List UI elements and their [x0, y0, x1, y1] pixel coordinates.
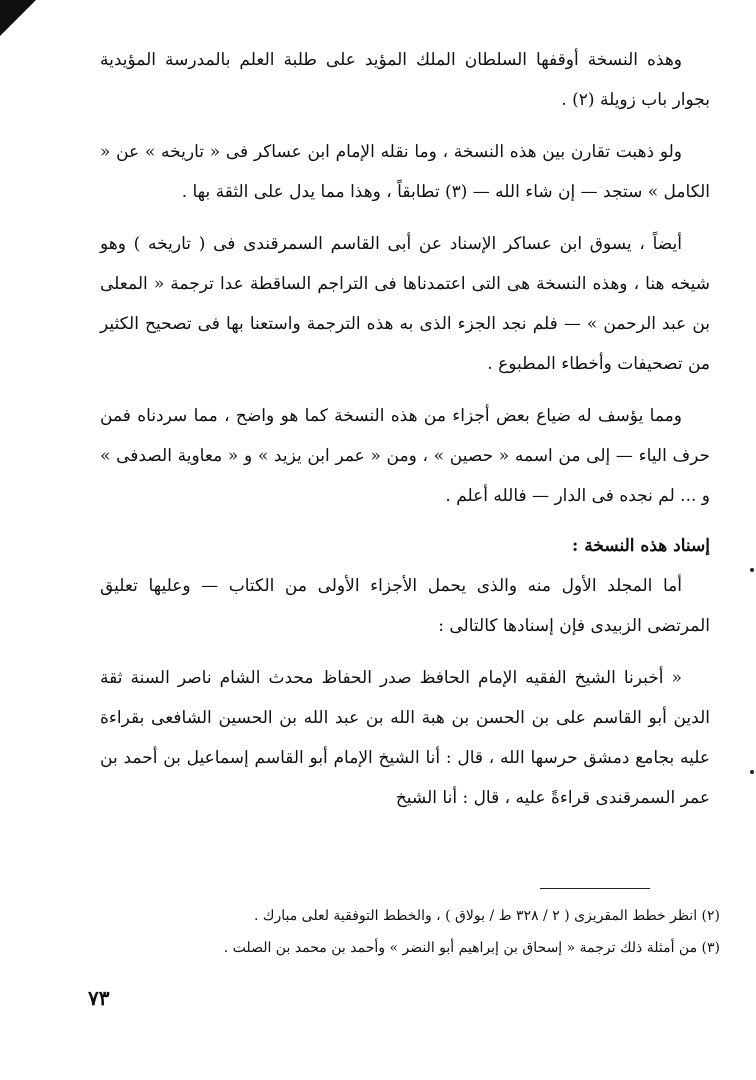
- footnote: (٣) من أمثلة ذلك ترجمة « إسحاق بن إبراهيم أبو النضر » وأحمد بن محمد بن الصلت .: [223, 940, 720, 956]
- paragraph: ومما يؤسف له ضياع بعض أجزاء من هذه النسخة كما هو واضح ، مما سردناه فمن حرف الياء — إلى من اسمه « حصين » ، ومن « عمر ابن يزيد » و « معاوية الصدفى » و ... لم نجده فى الدار — فالله أعلم .: [100, 406, 710, 506]
- footnote: (٢) انظر خطط المقريزى ( ٢ / ٣٢٨ ط / بولاق ) ، والخطط التوفقية لعلى مبارك .: [254, 908, 720, 924]
- paragraph: أيضاً ، يسوق ابن عساكر الإسناد عن أبى القاسم السمرقندى فى ( تاريخه ) وهو شيخه هنا ، وهذه النسخة هى التى اعتمدناها فى التراجم الساقطة عدا ترجمة « المعلى بن عبد الرحمن » — فلم نجد الجزء الذى به هذه الترجمة واستعنا بها فى تصحيح الكثير من تصحيفات وأخطاء المطبوع .: [100, 234, 710, 374]
- paragraph: وهذه النسخة أوقفها السلطان الملك المؤيد على طلبة العلم بالمدرسة المؤيدية بجوار باب زويلة (٢) .: [100, 50, 710, 110]
- page-body: [100, 40, 710, 818]
- section-heading: إسناد هذه النسخة :: [572, 536, 710, 556]
- scan-corner-mark: [0, 0, 36, 36]
- paragraph: « أخبرنا الشيخ الفقيه الإمام الحافظ صدر الحفاظ محدث الشام ناصر السنة ثقة الدين أبو القاسم على بن الحسن بن هبة الله بن عبد الله بن الحسين الشافعى بقراءة عليه بجامع دمشق حرسها الله ، قال : أنا الشيخ الإمام أبو القاسم إسماعيل بن أحمد بن عمر السمرقندى قراءةً عليه ، قال : أنا الشيخ: [100, 668, 710, 808]
- scan-edge-mark: [750, 568, 754, 572]
- scan-edge-mark: [750, 770, 754, 774]
- footnote-divider: [540, 888, 650, 889]
- page-number: ٧٣: [88, 986, 110, 1010]
- paragraph: أما المجلد الأول منه والذى يحمل الأجزاء الأولى من الكتاب — وعليها تعليق المرتضى الزبيدى فإن إسنادها كالتالى :: [100, 576, 710, 636]
- paragraph: ولو ذهبت تقارن بين هذه النسخة ، وما نقله الإمام ابن عساكر فى « تاريخه » عن « الكامل » ستجد — إن شاء الله — (٣) تطابقاً ، وهذا مما يدل على الثقة بها .: [100, 142, 710, 202]
- footnotes: [90, 900, 720, 964]
